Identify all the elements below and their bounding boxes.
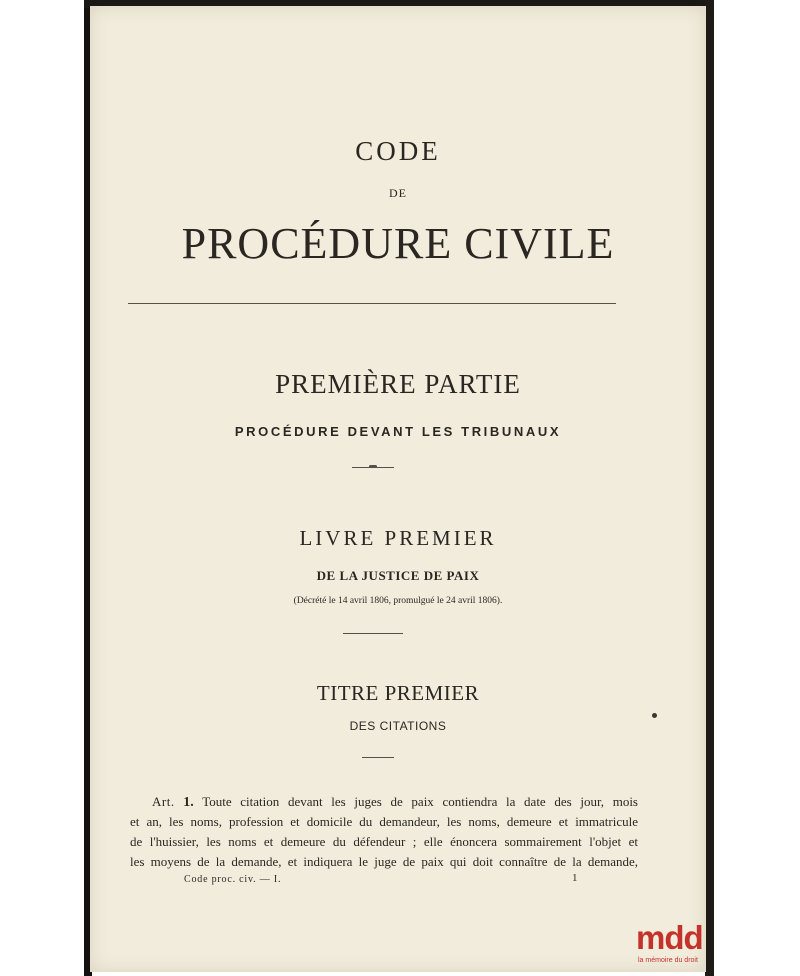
article-text: Toute citation devant les juges de paix contiendra la date des jour, mois <box>202 794 638 809</box>
livre-decree: (Décrété le 14 avril 1806, promulgué le 24 avril 1806). <box>293 596 503 606</box>
article-line-2: et an, les noms, profession et domicile du demandeur, les noms, demeure et immatricule <box>130 814 638 829</box>
title-code: CODE <box>355 136 441 166</box>
article-line-1 <box>152 792 638 813</box>
partie-title: PREMIÈRE PARTIE <box>275 369 521 399</box>
livre-subtitle: DE LA JUSTICE DE PAIX <box>316 568 480 583</box>
title-main: PROCÉDURE CIVILE <box>181 219 615 268</box>
titre-subtitle: DES CITATIONS <box>349 719 447 733</box>
logo-mark: mdd <box>636 919 703 956</box>
mdd-logo <box>636 920 726 976</box>
paper-speck <box>652 713 657 718</box>
livre-title: LIVRE PREMIER <box>299 526 497 550</box>
title-rule <box>128 303 616 304</box>
page-number: 1 <box>572 872 578 884</box>
article-line-3: de l'huissier, les noms et demeure du défendeur ; elle énoncera sommairement l'objet et <box>130 834 638 849</box>
scan-edge-right <box>705 0 714 976</box>
article-line-4: les moyens de la demande, et indiquera le juge de paix qui doit connaître de la demande, <box>130 854 638 869</box>
divider-rule <box>343 633 403 634</box>
page-signature: Code proc. civ. — I. <box>184 874 282 885</box>
titre-title: TITRE PREMIER <box>316 681 480 705</box>
book-page <box>90 6 706 972</box>
title-de: DE <box>389 186 407 200</box>
divider-rule-short <box>362 757 394 758</box>
article-number: 1. <box>183 795 194 810</box>
ornament-center <box>369 465 377 468</box>
logo-tagline: la mémoire du droit <box>638 957 698 964</box>
article-label: Art. <box>152 794 175 809</box>
partie-subtitle: PROCÉDURE DEVANT LES TRIBUNAUX <box>234 424 562 439</box>
